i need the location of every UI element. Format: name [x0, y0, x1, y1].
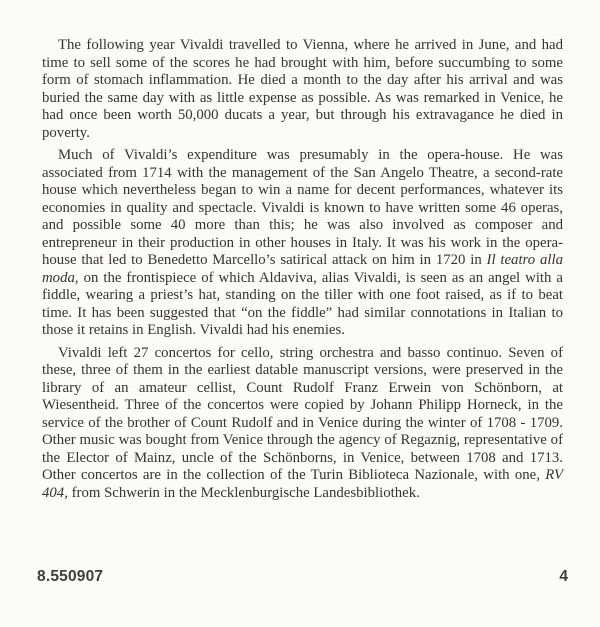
- text-run: The following year Vivaldi travelled to Vienna, where he arrived in June, and had time to sell some of the scores he had brought with him, before succumbing to some form of stomach inflammation. He died a month to the day after his arrival and was buried the same day with as little expense as possible. As was remarked in Venice, he had once been worth 50,000 ducats a year, but through his extravagance he died in poverty.: [42, 37, 563, 141]
- paragraph: [42, 37, 563, 142]
- text-run: , on the frontispiece of which Aldaviva, alias Vivaldi, is seen as an angel with a fiddle, wearing a priest’s hat, standing on the tiller with one foot raised, as if to beat time. It has been suggested that “on the fiddle” had similar connotations in Italian to those it retains in English. Vivaldi had his enemies.: [42, 269, 563, 338]
- text-run: , from Schwerin in the Mecklenburgische Landesbibliothek.: [64, 484, 420, 501]
- text-run: Much of Vivaldi’s expenditure was presumably in the opera-house. He was associated from 1714 with the management of the San Angelo Theatre, a second-rate house which nevertheless began to win a name for decent performances, whatever its economies in quality and spectacle. Vivaldi is known to have written some 46 operas, and possible some 40 more than this; he was also involved as composer and entrepreneur in their production in other houses in Italy. It was his work in the opera-house that led to Benedetto Marcello’s satirical attack on him in 1720 in: [42, 147, 563, 268]
- text-run: Vivaldi left 27 concertos for cello, string orchestra and basso continuo. Seven of these, three of them in the earliest datable manuscript versions, were preserved in the library of an amateur cellist, Count Rudolf Franz Erwein von Schönborn, at Wiesentheid. Three of the concertos were copied by Johann Philipp Horneck, in the service of the brother of Count Rudolf and in Venice during the winter of 1708 - 1709. Other music was bought from Venice through the agency of Regaznig, representative of the Elector of Mainz, uncle of the Schönborns, in Venice, between 1708 and 1713. Other concertos are in the collection of the Turin Biblioteca Nazionale, with one,: [42, 344, 563, 483]
- italic-text-run: Il teatro alla moda: [42, 252, 563, 286]
- italic-text-run: RV 404: [42, 467, 563, 501]
- paragraph: [42, 345, 563, 503]
- page-number: 4: [559, 568, 568, 585]
- catalog-number: 8.550907: [37, 568, 104, 585]
- paragraph: [42, 147, 563, 340]
- body-text: [42, 37, 563, 502]
